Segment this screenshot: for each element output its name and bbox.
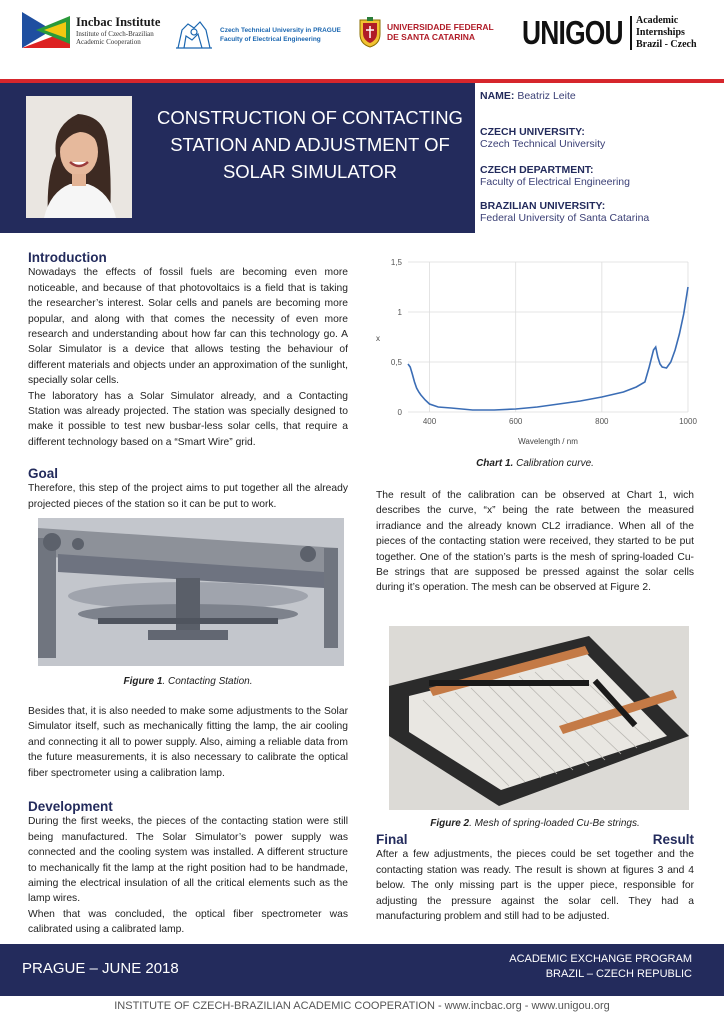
figure-2-caption — [376, 818, 694, 829]
unigou-wordmark: UNIGOU — [522, 14, 623, 51]
calibration-chart — [370, 252, 700, 454]
figure-2-text: . Mesh of spring-loaded Cu-Be strings. — [469, 818, 640, 829]
y-tick-label: 1,5 — [390, 258, 402, 267]
name-label: NAME: — [480, 90, 515, 102]
x-axis-label: Wavelength / nm — [518, 437, 578, 446]
ctu-logo — [172, 18, 341, 52]
final-heading — [376, 832, 694, 847]
author-photo — [26, 96, 132, 218]
incbac-sub: Academic Cooperation — [76, 37, 141, 46]
intro-paragraph: The laboratory has a Solar Simulator already, and a Contacting Station was already projected. The station was specially designed to make it possible to test new busbar-less solar cells, that require a different technology based on a “Smart Wire” grid. — [28, 390, 348, 448]
y-tick-label: 0 — [397, 408, 402, 417]
ctu-line2: Faculty of Electrical Engineering — [220, 36, 321, 43]
unigou-tag-line: Internships — [636, 27, 685, 38]
czech-university-label: CZECH UNIVERSITY: — [480, 126, 585, 138]
name-value: Beatriz Leite — [517, 90, 576, 102]
unigou-tag-line: Brazil - Czech — [636, 39, 697, 50]
unigou-divider — [630, 16, 632, 50]
ufsc-logo — [358, 16, 494, 48]
intro-section — [28, 250, 348, 450]
footer-location-date: PRAGUE – JUNE 2018 — [22, 960, 179, 977]
x-tick-label: 800 — [595, 417, 609, 426]
goal-section — [28, 466, 348, 512]
figure-1-text: . Contacting Station. — [162, 676, 253, 687]
adjustments-paragraph: Besides that, it is also needed to make some adjustments to the Solar Simulator itself, such as mechanically fitting the lamp, the air cooling and connecting it all to power supply. Also, aiming a reliable data from the future measurements, it is also necessary to calibrate the optical fiber spectrometer using a calibration lamp. — [28, 706, 348, 779]
adjustments-section — [28, 704, 348, 781]
result-heading-word: Result — [652, 832, 694, 847]
poster-title: CONSTRUCTION OF CONTACTING STATION AND ADJUSTMENT OF SOLAR SIMULATOR — [157, 107, 463, 182]
figure-1-contacting-station — [38, 518, 344, 666]
ufsc-crest-icon — [358, 16, 382, 48]
brazilian-university-value: Federal University of Santa Catarina — [480, 212, 650, 224]
x-tick-label: 400 — [422, 417, 437, 426]
calibration-series-line — [408, 287, 688, 410]
figure-1-label: Figure 1 — [123, 676, 163, 687]
figure-2-mesh — [389, 626, 689, 810]
figure-1-caption — [28, 676, 348, 687]
incbac-flag-icon — [22, 12, 70, 48]
ufsc-line2: DE SANTA CATARINA — [387, 32, 475, 42]
chart-1-label: Chart 1. — [476, 458, 514, 469]
czech-department-value: Faculty of Electrical Engineering — [480, 176, 630, 188]
final-paragraph: After a few adjustments, the pieces could be set together and the contacting station was ready. The result is shown at figures 3 and 4 below. The only missing part is the upper piece, responsible for adjusting the pressure against the solar cell. They had a manufacturing problem and still had to be adjusted. — [376, 849, 694, 923]
brazilian-university-label: BRAZILIAN UNIVERSITY: — [480, 200, 606, 212]
intro-paragraph: Nowadays the effects of fossil fuels are becoming even more noticeable, and because of that photovoltaics is a field that is taking the researcher’s interest. Solar cells and panels are becoming more popular, and along with that comes the necessity of even more research and understanding about how far can this technology go. A Solar Simulator is a device that allows testing the behaviour of different materials and objects under an approximation of the sunlight, specially solar cells. — [28, 267, 348, 387]
result-section — [376, 488, 694, 596]
development-paragraph: During the first weeks, the pieces of the contacting station were still being manufactured. The Solar Simulator’s power supply was connected and the cooling system was installed. A different structure to mechanically fit the lamp at the right position had to be handmade, aiming the electrical insulation of all the critical elements such as the lamp wires. — [28, 816, 348, 905]
czech-department-label: CZECH DEPARTMENT: — [480, 164, 594, 176]
goal-paragraph: Therefore, this step of the project aims to put together all the already projected pieces of the station so it can be put to work. — [28, 483, 348, 510]
x-tick-label: 600 — [509, 417, 523, 426]
y-tick-label: 1 — [397, 308, 402, 317]
ufsc-line1: UNIVERSIDADE FEDERAL — [387, 22, 494, 32]
chart-1-text: Calibration curve. — [513, 458, 594, 469]
development-heading: Development — [28, 799, 113, 814]
incbac-name: Incbac Institute — [76, 14, 161, 29]
development-section — [28, 799, 348, 938]
chart-1-caption — [370, 458, 700, 469]
footer-program-line: BRAZIL – CZECH REPUBLIC — [545, 968, 692, 980]
footer-program-line: ACADEMIC EXCHANGE PROGRAM — [509, 953, 692, 965]
unigou-logo — [522, 14, 697, 52]
footer-institute-line: INSTITUTE OF CZECH-BRAZILIAN ACADEMIC COOPERATION - www.incbac.org - www.unigou.org — [114, 1000, 610, 1012]
logo-bar — [0, 0, 724, 78]
figure-2-label: Figure 2 — [430, 818, 470, 829]
development-paragraph: When that was concluded, the optical fiber spectrometer was calibrated using a calibrated lamp. — [28, 908, 348, 936]
goal-heading: Goal — [28, 466, 59, 481]
ctu-lion-icon — [172, 18, 216, 52]
final-heading-word: Final — [376, 832, 408, 847]
final-section — [376, 832, 694, 924]
incbac-sub: Institute of Czech-Brazilian — [76, 29, 154, 38]
footer-program — [509, 952, 692, 982]
x-tick-label: 1000 — [679, 417, 697, 426]
result-paragraph: The result of the calibration can be observed at Chart 1, wich describes the curve, “x” being the rate between the measured irradiance and the already known CL2 irradiance. When all of the pieces of the contacting station were received, they started to be put together. One of the station’s parts is the mesh of spring-loaded Cu-Be strings that are supposed be pressed against the solar cells during it’s operation. The mesh can be observed at Figure 2. — [376, 490, 694, 594]
y-axis-label: x — [376, 334, 380, 343]
y-tick-label: 0,5 — [390, 358, 402, 367]
czech-university-value: Czech Technical University — [480, 138, 606, 150]
incbac-logo — [22, 12, 160, 48]
footer-band — [0, 944, 724, 996]
intro-heading: Introduction — [28, 250, 107, 265]
ctu-line1: Czech Technical University in PRAGUE — [220, 27, 341, 34]
unigou-tag-line: Academic — [636, 15, 679, 26]
